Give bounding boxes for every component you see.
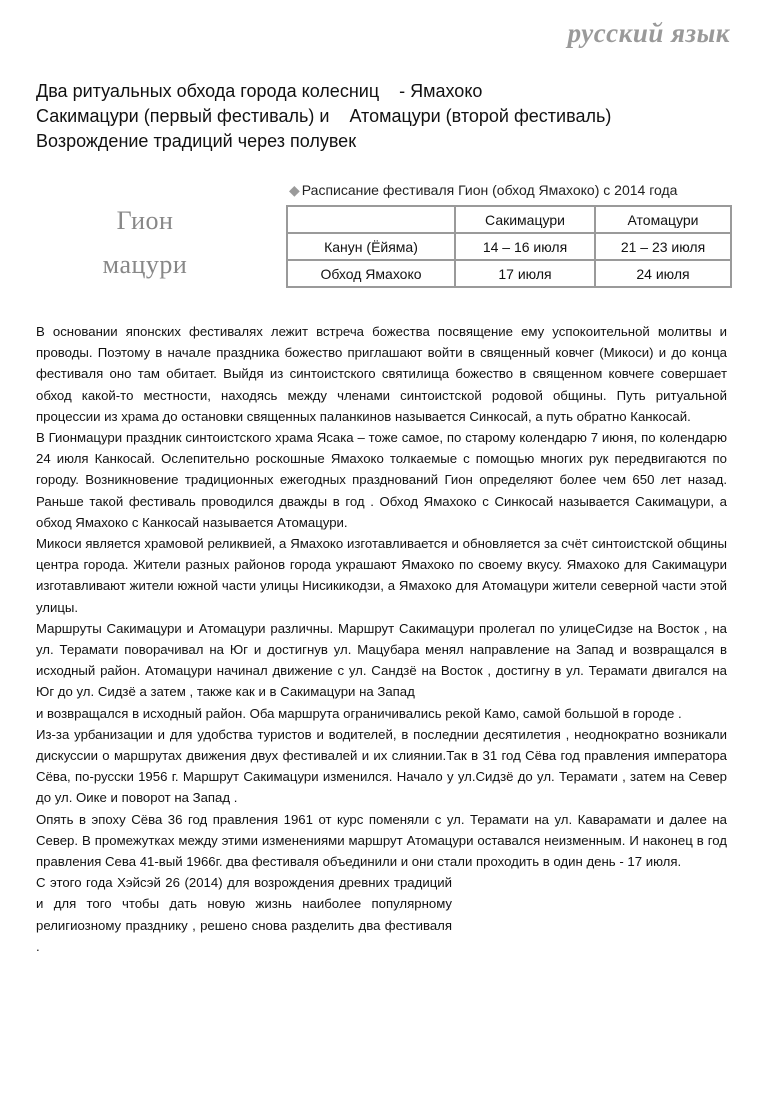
diamond-icon: ◆	[289, 182, 300, 198]
language-label: русский язык	[567, 18, 730, 48]
table-header-cell: Атомацури	[595, 206, 731, 233]
article-body	[36, 321, 727, 957]
table-header-row	[287, 206, 731, 233]
festival-name-line-2: мацури	[102, 250, 188, 279]
paragraph: Микоси является храмовой реликвией, а Ямахоко изготавливается и обновляется за счёт синтоистской общины центра города. Жители разных районов города украшают Ямахоко по своему вкусу. Ямахоко для Сакимацури изготавливают жители южной части улицы Нисикикодзи, а Ямахоко для Атомацури жители северной части этой улицы.	[36, 536, 727, 615]
table-cell: Обход Ямахоко	[287, 260, 455, 287]
title-line-2: Сакимацури (первый фестиваль) и Атомацури (второй фестиваль)	[36, 106, 612, 126]
festival-name-line-1: Гион	[116, 206, 174, 235]
table-cell: 17 июля	[455, 260, 595, 287]
paragraph: Из-за урбанизации и для удобства туристов и водителей, в последнии десятилетия , неоднократно возникали дискуссии о маршрутах движения двух фестивалей и их слиянии.Так в 31 год Сёва год правления императора Сёва, по-русски 1956 г. Маршрут Сакимацури изменился. Начало у ул.Сидзё до ул. Терамати , затем на Север до ул. Оике и поворот на Запад .	[36, 726, 727, 806]
article-title	[36, 79, 756, 154]
paragraph: В Гионмацури праздник синтоистского храма Ясака – тоже самое, по старому колендарю 7 июня, по колендарю 24 июля Канкосай. Ослепительно роскошные Ямахоко толкаемые с помощью многих рук передвигаются по городу. Возникновение традиционных ежегодных празднований Гион определяют более чем 650 лет назад. Раньше такой фестиваль проводился дважды в год . Обход Ямахоко с Синкосай называется Сакимацури, а обход Ямахоко с Канкосай называется Атомацури.	[36, 430, 727, 530]
schedule-table	[286, 205, 732, 288]
festival-name	[90, 199, 200, 287]
title-line-3: Возрождение традиций через полувек	[36, 131, 357, 151]
table-row	[287, 260, 731, 287]
table-cell: 14 – 16 июля	[455, 233, 595, 260]
title-line-1: Два ритуальных обхода города колесниц - Ямахоко	[36, 81, 483, 101]
table-cell: 21 – 23 июля	[595, 233, 731, 260]
schedule-caption	[289, 182, 677, 199]
paragraph: и возвращался в исходный район. Оба маршрута ограничивались рекой Камо, самой большой в городе .	[36, 705, 682, 721]
table-header-cell	[287, 206, 455, 233]
paragraph: Опять в эпоху Сёва 36 год правления 1961 от курс поменяли с ул. Терамати на ул. Каварамати и далее на Север. В промежутках между этими изменениями маршрут Атомацури оставался неизменным. И наконец в год правления Сева 41-вый 1966г. два фестиваля объединили и они стали проходить в один день - 17 июля.	[36, 811, 727, 870]
table-header-cell: Сакимацури	[455, 206, 595, 233]
schedule-caption-text: Расписание фестиваля Гион (обход Ямахоко) с 2014 года	[301, 182, 678, 198]
table-cell: 24 июля	[595, 260, 731, 287]
paragraph: С этого года Хэйсэй 26 (2014) для возрождения древних традиций и для того чтобы дать новую жизнь наиболее популярному религиозному празднику , решено снова разделить два фестиваля .	[36, 875, 452, 954]
paragraph: В основании японских фестивалях лежит встреча божества посвящение ему успокоительной молитвы и проводы. Поэтому в начале праздника божество приглашают войти в священный ковчег (Микоси) и до конца фестиваля оно там обитает. Выйдя из синтоистского святилища божество в священном ковчеге совершает обход какой-то местности, находясь между членами синтоистской родовой общины. Путь ритуальной процессии из храма до остановки священных паланкинов называется Синкосай, а путь обратно Канкосай.	[36, 324, 727, 424]
table-cell: Канун (Ёйяма)	[287, 233, 455, 260]
table-row	[287, 233, 731, 260]
paragraph: Маршруты Сакимацури и Атомацури различны. Маршрут Сакимацури пролегал по улицеСидзе на Восток , на ул. Терамати поворачивал на Юг и достигнув ул. Мацубара менял направление на Запад и возвращался в исходный район. Атомацури начинал движение с ул. Сандзё на Восток , достигну в ул. Терамати двигался на Юг до ул. Сидзё а затем , также как и в Сакимацури на Запад	[36, 620, 727, 700]
